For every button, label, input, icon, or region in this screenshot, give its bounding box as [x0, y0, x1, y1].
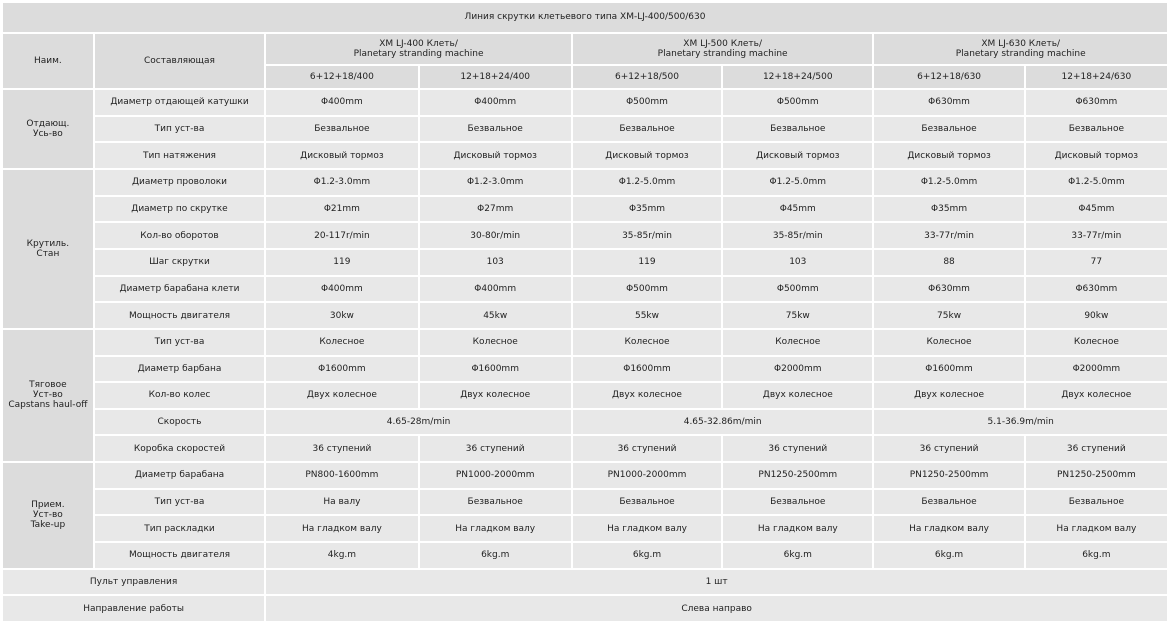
merged-value-cell: 4.65-32.86m/min [573, 410, 873, 435]
value-cell: 36 ступений [874, 436, 1023, 461]
value-cell: Φ35mm [874, 197, 1023, 222]
value-cell: 103 [723, 250, 872, 275]
value-cell: Дисковый тормоз [420, 143, 571, 168]
variant-header: 6+12+18/400 [266, 66, 417, 89]
value-cell: Двух колесное [723, 383, 872, 408]
value-cell: Безвальное [266, 117, 417, 142]
value-cell: Безвальное [420, 490, 571, 515]
value-cell: На гладком валу [573, 516, 721, 541]
table-row [3, 197, 1167, 222]
value-cell: Φ45mm [1026, 197, 1167, 222]
value-cell: Φ400mm [266, 277, 417, 302]
variant-header: 12+18+24/400 [420, 66, 571, 89]
value-cell: 36 ступений [1026, 436, 1167, 461]
value-cell: PN1250-2500mm [723, 463, 872, 488]
component-column-header: Составляющая [95, 34, 264, 88]
value-cell: 75kw [874, 303, 1023, 328]
value-cell: 90kw [1026, 303, 1167, 328]
value-cell: 119 [266, 250, 417, 275]
value-cell: Безвальное [1026, 490, 1167, 515]
row-label: Тип уст-ва [95, 330, 264, 355]
value-cell: 33-77r/min [1026, 223, 1167, 248]
group-name-cell [3, 330, 93, 461]
table-row [3, 490, 1167, 515]
group-name-line: Прием. [31, 500, 65, 511]
value-cell: 30kw [266, 303, 417, 328]
value-cell: Φ630mm [1026, 90, 1167, 115]
row-label: Тип натяжения [95, 143, 264, 168]
value-cell: 6kg.m [420, 543, 571, 568]
group-name-line: Тяговое [29, 380, 67, 391]
variant-header: 6+12+18/500 [573, 66, 721, 89]
value-cell: Φ630mm [1026, 277, 1167, 302]
table-row [3, 303, 1167, 328]
value-cell: Φ1600mm [573, 357, 721, 382]
value-cell: Φ400mm [420, 90, 571, 115]
value-cell: Дисковый тормоз [266, 143, 417, 168]
value-cell: 55kw [573, 303, 721, 328]
merged-value-cell: 4.65-28m/min [266, 410, 571, 435]
value-cell: Безвальное [573, 490, 721, 515]
row-label: Тип уст-ва [95, 490, 264, 515]
value-cell: PN1250-2500mm [1026, 463, 1167, 488]
value-cell: Колесное [874, 330, 1023, 355]
model-header-lj400 [266, 34, 571, 64]
value-cell: Φ1.2-5.0mm [874, 170, 1023, 195]
group-name-line: Capstans haul-off [8, 400, 88, 411]
value-cell: Двух колесное [573, 383, 721, 408]
group-name-line: Take-up [30, 520, 66, 531]
variant-header: 12+18+24/500 [723, 66, 872, 89]
value-cell: Дисковый тормоз [1026, 143, 1167, 168]
value-cell: Φ1600mm [874, 357, 1023, 382]
value-cell: Безвальное [874, 490, 1023, 515]
group-name-cell [3, 463, 93, 568]
merged-value-cell: 5.1-36.9m/min [874, 410, 1167, 435]
row-label: Диаметр барбана [95, 357, 264, 382]
value-cell: Колесное [266, 330, 417, 355]
table-row [3, 436, 1167, 461]
row-label: Тип раскладки [95, 516, 264, 541]
value-cell: Двух колесное [1026, 383, 1167, 408]
model-header-lj630 [874, 34, 1167, 64]
table-row [3, 463, 1167, 488]
footer-row [3, 596, 1167, 621]
value-cell: Φ1600mm [420, 357, 571, 382]
value-cell: PN800-1600mm [266, 463, 417, 488]
value-cell: Двух колесное [420, 383, 571, 408]
row-label: Диаметр отдающей катушки [95, 90, 264, 115]
value-cell: 36 ступений [266, 436, 417, 461]
group-name-line: Отдающ. [26, 119, 70, 130]
value-cell: Дисковый тормоз [723, 143, 872, 168]
table-row [3, 543, 1167, 568]
value-cell: Колесное [420, 330, 571, 355]
table-row [3, 117, 1167, 142]
value-cell: Φ1.2-5.0mm [723, 170, 872, 195]
footer-value: Слева направо [266, 596, 1167, 621]
model-subtitle: Planetary stranding machine [657, 48, 788, 59]
value-cell: PN1250-2500mm [874, 463, 1023, 488]
value-cell: 103 [420, 250, 571, 275]
row-label: Диаметр проволоки [95, 170, 264, 195]
value-cell: 4kg.m [266, 543, 417, 568]
value-cell: Φ500mm [573, 90, 721, 115]
value-cell: 45kw [420, 303, 571, 328]
row-label: Мощность двигателя [95, 303, 264, 328]
row-label: Коробка скоростей [95, 436, 264, 461]
table-row [3, 143, 1167, 168]
value-cell: Φ27mm [420, 197, 571, 222]
value-cell: Φ1.2-3.0mm [420, 170, 571, 195]
value-cell: Φ630mm [874, 90, 1023, 115]
value-cell: 6kg.m [723, 543, 872, 568]
model-name: XM LJ-500 Клеть/ [683, 38, 762, 49]
value-cell: Колесное [723, 330, 872, 355]
value-cell: 6kg.m [1026, 543, 1167, 568]
value-cell: Колесное [573, 330, 721, 355]
value-cell: Безвальное [723, 490, 872, 515]
value-cell: Φ400mm [266, 90, 417, 115]
model-subtitle: Planetary stranding machine [353, 48, 484, 59]
value-cell: Безвальное [874, 117, 1023, 142]
footer-label: Направление работы [3, 596, 264, 621]
row-label: Скорость [95, 410, 264, 435]
value-cell: 88 [874, 250, 1023, 275]
group-name-line: Уст-во [33, 390, 63, 401]
table-row [3, 410, 1167, 435]
value-cell: Φ1.2-5.0mm [573, 170, 721, 195]
table-row [3, 223, 1167, 248]
group-name-line: Усь-во [32, 129, 63, 140]
row-label: Диаметр барабана клети [95, 277, 264, 302]
value-cell: Φ2000mm [1026, 357, 1167, 382]
value-cell: 36 ступений [573, 436, 721, 461]
model-name: XM LJ-630 Клеть/ [981, 38, 1061, 49]
value-cell: Φ21mm [266, 197, 417, 222]
group-name-cell [3, 90, 93, 168]
value-cell: На гладком валу [874, 516, 1023, 541]
value-cell: Φ1.2-5.0mm [1026, 170, 1167, 195]
row-label: Тип уст-ва [95, 117, 264, 142]
value-cell: 35-85r/min [573, 223, 721, 248]
value-cell: PN1000-2000mm [573, 463, 721, 488]
value-cell: Двух колесное [874, 383, 1023, 408]
table-row [3, 330, 1167, 355]
table-row [3, 383, 1167, 408]
row-label: Кол-во оборотов [95, 223, 264, 248]
value-cell: Безвальное [723, 117, 872, 142]
value-cell: Φ500mm [573, 277, 721, 302]
value-cell: На гладком валу [1026, 516, 1167, 541]
row-label: Диаметр барабана [95, 463, 264, 488]
value-cell: Двух колесное [266, 383, 417, 408]
value-cell: 6kg.m [874, 543, 1023, 568]
group-name-line: Уст-во [33, 510, 63, 521]
value-cell: Безвальное [573, 117, 721, 142]
row-label: Шаг скрутки [95, 250, 264, 275]
value-cell: На валу [266, 490, 417, 515]
value-cell: 77 [1026, 250, 1167, 275]
value-cell: 30-80r/min [420, 223, 571, 248]
table-row [3, 170, 1167, 195]
value-cell: 75kw [723, 303, 872, 328]
model-name: XM LJ-400 Клеть/ [379, 38, 458, 49]
group-name-line: Стан [36, 248, 60, 259]
value-cell: Колесное [1026, 330, 1167, 355]
footer-label: Пульт управления [3, 570, 264, 595]
row-label: Мощность двигателя [95, 543, 264, 568]
table-row [3, 90, 1167, 115]
value-cell: 35-85r/min [723, 223, 872, 248]
row-label: Кол-во колес [95, 383, 264, 408]
value-cell: Φ1.2-3.0mm [266, 170, 417, 195]
value-cell: Φ2000mm [723, 357, 872, 382]
value-cell: Дисковый тормоз [874, 143, 1023, 168]
name-column-header: Наим. [3, 34, 93, 88]
footer-value: 1 шт [266, 570, 1167, 595]
model-subtitle: Planetary stranding machine [955, 48, 1086, 59]
model-header-lj500 [573, 34, 873, 64]
value-cell: 6kg.m [573, 543, 721, 568]
value-cell: Φ500mm [723, 90, 872, 115]
table-row [3, 516, 1167, 541]
row-label: Диаметр по скрутке [95, 197, 264, 222]
table-title: Линия скрутки клетьевого типа XM-LJ-400/500/630 [3, 3, 1167, 32]
group-name-line: Крутиль. [26, 238, 70, 249]
variant-header: 12+18+24/630 [1026, 66, 1167, 89]
footer-row [3, 570, 1167, 595]
group-name-cell [3, 170, 93, 328]
value-cell: На гладком валу [420, 516, 571, 541]
value-cell: Φ630mm [874, 277, 1023, 302]
value-cell: Безвальное [1026, 117, 1167, 142]
value-cell: Φ1600mm [266, 357, 417, 382]
variant-header: 6+12+18/630 [874, 66, 1023, 89]
value-cell: PN1000-2000mm [420, 463, 571, 488]
value-cell: На гладком валу [266, 516, 417, 541]
value-cell: Φ45mm [723, 197, 872, 222]
value-cell: Φ35mm [573, 197, 721, 222]
value-cell: Дисковый тормоз [573, 143, 721, 168]
value-cell: 33-77r/min [874, 223, 1023, 248]
value-cell: На гладком валу [723, 516, 872, 541]
value-cell: 36 ступений [420, 436, 571, 461]
table-row [3, 250, 1167, 275]
table-row [3, 277, 1167, 302]
value-cell: Безвальное [420, 117, 571, 142]
value-cell: 20-117r/min [266, 223, 417, 248]
spec-table [1, 1, 1169, 623]
value-cell: 119 [573, 250, 721, 275]
value-cell: Φ500mm [723, 277, 872, 302]
table-row [3, 357, 1167, 382]
value-cell: Φ400mm [420, 277, 571, 302]
value-cell: 36 ступений [723, 436, 872, 461]
